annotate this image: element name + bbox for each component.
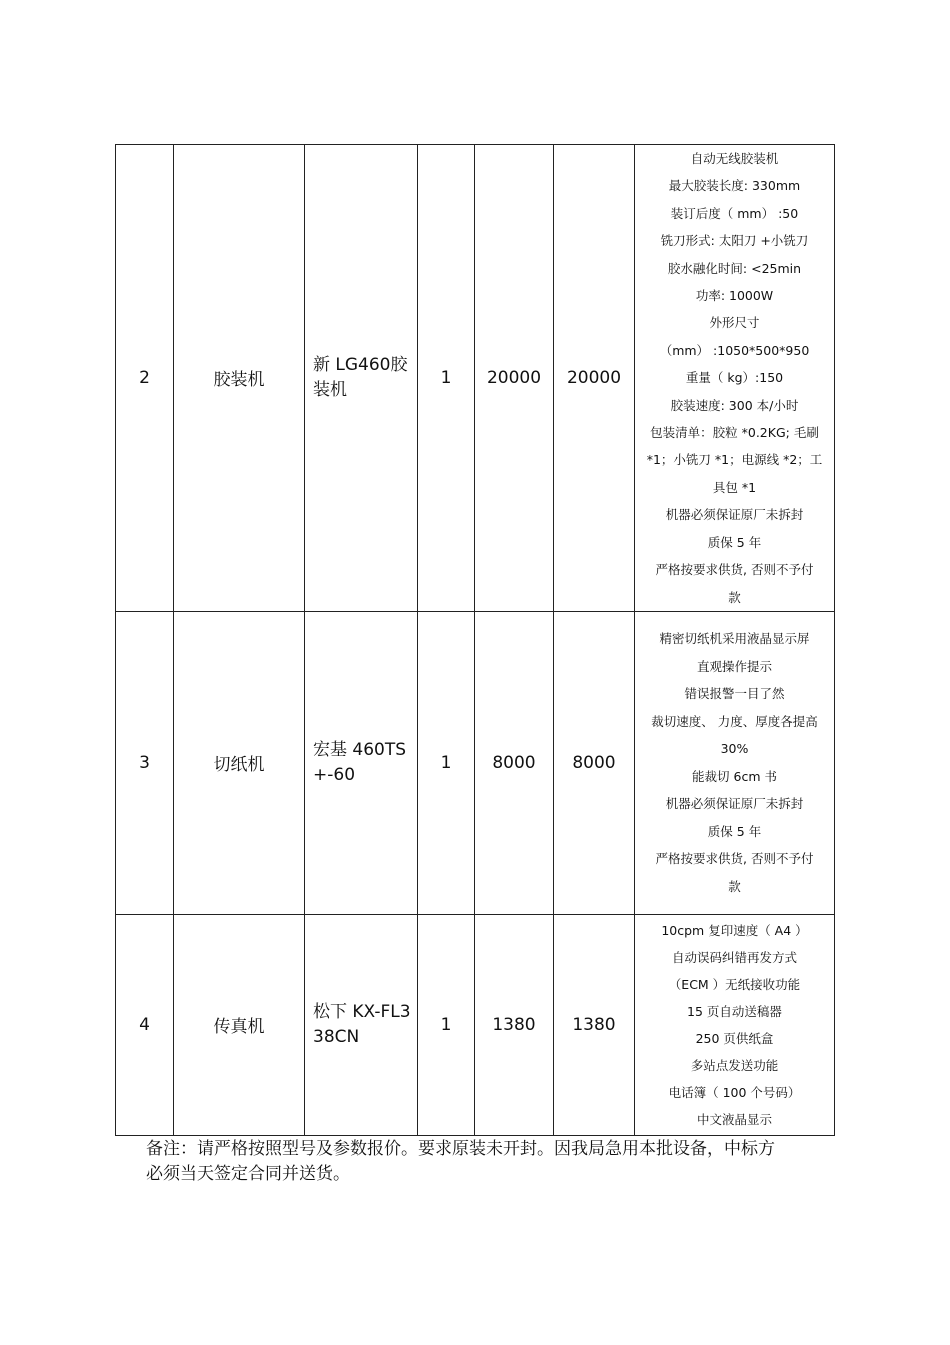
spec-line: 外形尺寸 [709, 315, 760, 331]
spec-line: 250 页供纸盒 [695, 1030, 774, 1046]
item-unit-price: 1380 [475, 914, 554, 1135]
table-row [116, 611, 835, 914]
table-row [116, 914, 835, 1135]
item-unit-price: 8000 [475, 611, 554, 914]
spec-line: 最大胶装长度: 330mm [668, 178, 801, 194]
item-model: 新 LG460胶装机 [305, 145, 418, 612]
spec-line: 裁切速度、 力度、厚度各提高 [651, 713, 818, 729]
item-total: 1380 [554, 914, 635, 1135]
table-body [116, 145, 835, 1136]
item-quantity: 1 [418, 145, 475, 612]
item-spec [635, 145, 835, 612]
spec-line: 质保 5 年 [707, 534, 762, 550]
item-spec [635, 611, 835, 914]
spec-line: 胶水融化时间: <25min [667, 260, 802, 276]
spec-line: 严格按要求供货, 否则不予付 [655, 851, 814, 867]
spec-line: 错误报警一目了然 [684, 686, 785, 702]
spec-line: 功率: 1000W [695, 288, 774, 304]
table-row [116, 145, 835, 612]
row-index: 2 [116, 145, 174, 612]
spec-line: 具包 *1 [712, 479, 757, 495]
item-quantity: 1 [418, 611, 475, 914]
spec-line: （ECM ）无纸接收功能 [668, 976, 801, 992]
equipment-table [115, 144, 835, 1136]
spec-line: 15 页自动送稿器 [687, 1003, 782, 1019]
spec-line: 款 [728, 878, 741, 894]
spec-line: 能裁切 6cm 书 [692, 768, 777, 784]
spec-line: 铣刀形式: 太阳刀 +小铣刀 [660, 233, 809, 249]
spec-line: *1；小铣刀 *1；电源线 *2；工 [646, 452, 823, 468]
spec-line: 自动无线胶装机 [690, 151, 779, 166]
spec-line: 中文液晶显示 [696, 1111, 772, 1127]
footnote: 备注：请严格按照型号及参数报价。要求原装未开封。因我局急用本批设备，中标方必须当天签定合同并送货。 [146, 1139, 775, 1184]
spec-line: （mm） :1050*500*950 [659, 342, 810, 358]
spec-line: 自动误码纠错再发方式 [671, 949, 797, 965]
row-index: 4 [116, 914, 174, 1135]
spec-line: 10cpm 复印速度（ A4 ） [661, 922, 808, 938]
item-model: 松下 KX-FL338CN [305, 914, 418, 1135]
item-unit-price: 20000 [475, 145, 554, 612]
item-spec [635, 914, 835, 1135]
spec-line: 包装清单：胶粒 *0.2KG; 毛刷 [650, 425, 819, 441]
spec-line: 胶装速度: 300 本/小时 [670, 397, 799, 413]
item-total: 20000 [554, 145, 635, 612]
item-model: 宏基 460TS+-60 [305, 611, 418, 914]
spec-line: 机器必须保证原厂未拆封 [665, 796, 804, 812]
spec-line: 电话簿（ 100 个号码） [668, 1084, 801, 1100]
item-name: 传真机 [174, 914, 305, 1135]
spec-line: 装订后度（ mm） :50 [670, 205, 799, 221]
item-name: 切纸机 [174, 611, 305, 914]
spec-line: 精密切纸机采用液晶显示屏 [659, 631, 810, 647]
spec-line: 质保 5 年 [707, 823, 762, 839]
item-quantity: 1 [418, 914, 475, 1135]
spec-line: 款 [728, 589, 741, 605]
spec-line: 多站点发送功能 [690, 1057, 779, 1073]
spec-line: 30% [720, 741, 749, 757]
item-name: 胶装机 [174, 145, 305, 612]
row-index: 3 [116, 611, 174, 914]
item-total: 8000 [554, 611, 635, 914]
spec-line: 直观操作提示 [696, 658, 772, 674]
spec-line: 重量（ kg）:150 [685, 370, 784, 386]
spec-line: 机器必须保证原厂未拆封 [665, 507, 804, 523]
spec-line: 严格按要求供货, 否则不予付 [655, 562, 814, 578]
